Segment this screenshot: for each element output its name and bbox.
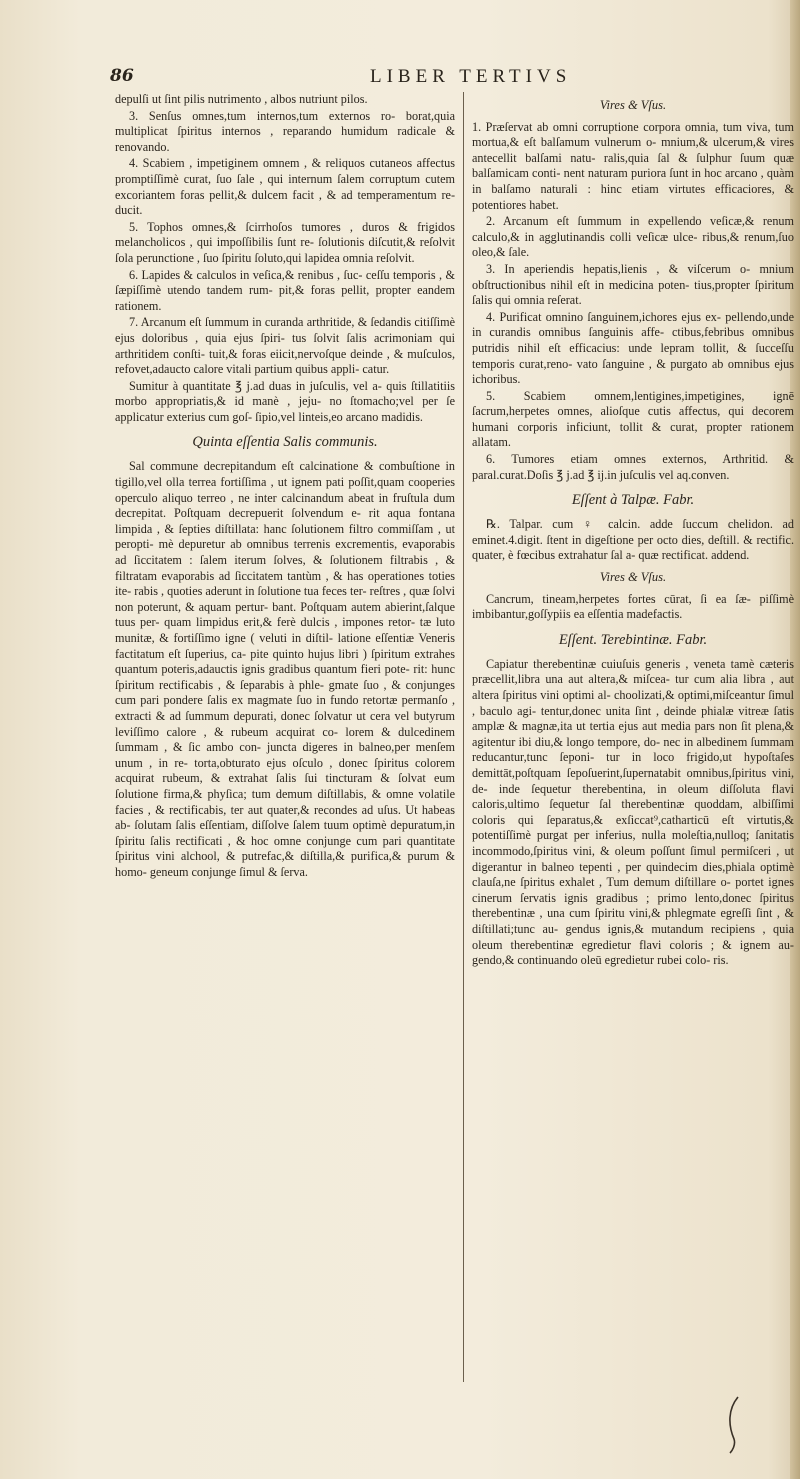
section-heading: Vires & Vſus. xyxy=(599,570,667,585)
running-head: LIBER TERTIVS xyxy=(370,66,572,87)
paragraph: depulſi ut ſint pilis nutrimento , albos nutriunt pilos. xyxy=(115,92,368,106)
paragraph: Capiatur therebentinæ cuiuſuis generis , veneta tamè cæteris præcellit,libra una aut altera,& miſcea- tur cum alia libra , aut altera ſpiritus vini optimi al- choolizati,& optimi,miſceantur ſimul , baculo agi- tentur,donec unita ſint , deinde phialæ vitreæ ſatis amplæ & magnæ,ita ut tertia ejus aut media pars non ſit plena,& agitentur ibi diu,& longo tempore, do- nec in albedinem ſummam reducantur,tunc ſeponi- tur in loco frigido,ut hypoſtaſes demittāt,poſtquam ſepoſuerint,ſupernatabit omnibus,ſpiritus vini, de- inde ſequetur therebentina, in oleum diſſoluta flavi caloris,ultimo ſequetur ſal therebentinæ quoddam, albiſſimi coloris qui ſeparatus,& exſiccat⁹,catharticū eſt virtutis,& potentiſſimè purgat per inferius, nulla moleſtia,nulloq; ſanitatis incommodo,ſpiritus vini, & oleum poſſunt ſimul permiſceri , ut digerantur in balneo tepenti , per quindecim dies,phiala optimè clauſa,ne ſpiritus exhalet , Tum demum diſtillare o- portet ignes cinerum ſervatis ignis gradibus ; primo lento,donec ſpiritus therebentinæ , una cum ſpiritu vini,& phlegmate egreſſi ſint , & diſtillati;tunc au- gendus ignis,& mutandum recipiens , quia oleum therebentinæ egredietur flavi coloris ; & ignem au- gendo,& continuando oleū egredietur rubei colo- ris. xyxy=(472,656,794,968)
paragraph: Sumitur à quantitate ℥ j.ad duas in juſculis, vel a- quis ſtillatitiis morbo appropriatis,& id manè , jeju- no ſtomacho;vel per ſe applicatur exterius cum goſ- ſipio,vel linteis,eo arcano madidis. xyxy=(115,378,455,424)
paragraph: 3. Senſus omnes,tum internos,tum externos ro- borat,quia multiplicat ſpiritus internos , reparando humidum radicale & renovando. xyxy=(115,108,455,154)
paragraph: 7. Arcanum eſt ſummum in curanda arthritide, & ſedandis citiſſimè ejus doloribus , quia ejus ſpiri- tus ſolvit ſalis acrimoniam qui arthritidem conſti- tuit,& foras eiicit,nervoſque deinde , & muſculos, refovet,adaucto calore vitali partium quibus appli- catur. xyxy=(115,315,455,377)
paragraph: 3. In aperiendis hepatis,lienis , & viſcerum o- mnium obſtructionibus nihil eſt in medicina poten- tius,propter ſpiritum ſalis qui omnia reſerat. xyxy=(472,261,794,308)
section-heading: Eſſent à Talpæ. Fabr. xyxy=(571,492,695,509)
right-column xyxy=(463,92,794,1382)
paragraph: ℞. Talpar. cum ♀ calcin. adde ſuccum chelidon. ad eminet.4.digit. ſtent in digeſtione per octo dies, deſtill. & rectific. quater, è fœcibus extrahatur ſal a- quæ rectificat. addend. xyxy=(472,517,794,563)
paragraph: Cancrum, tineam,herpetes fortes cūrat, ſi ea ſæ- piſſimè imbibantur,goſſypiis ea eſſentia madefactis. xyxy=(472,591,794,622)
section-heading: Quinta eſſentia Salis communis. xyxy=(192,434,378,451)
paragraph: 4. Purificat omnino ſanguinem,ichores ejus ex- pellendo,unde in curandis omnibus ſanguinis affe- ctibus,febribus omnibus putridis nihil eſt efficacius: unde lepram tollit, & ſucceſſu temporis curat,reno- vato ſanguine , & purgato ab omnibus ejus ichoribus. xyxy=(472,309,794,387)
paragraph: 4. Scabiem , impetiginem omnem , & reliquos cutaneos affectus promptiſſimè curat, ſuo ſale , qui internum ſalem corruptum cutem excoriantem foras pellit,& dulcem facit , & ad temperamentum re- ducit. xyxy=(115,156,455,218)
paragraph: 1. Præſervat ab omni corruptione corpora omnia, tum viva, tum mortua,& eſt balſamum vulnerum o- mnium,& ulcerum,& vires antecellit balſami natu- ralis,quia ſal & ſulphur ſuum quæ balſamicam conti- nent naturam puriora ſunt in hoc arcano , quàm in balſamo naturali : hinc etiam virtutes efficaciores, & potentiores habet. xyxy=(472,119,794,212)
page-header xyxy=(110,66,770,90)
paragraph: 5. Scabiem omnem,lentigines,impetigines, ignē ſacrum,herpetes omnes, alioſque cutis affectus, qui decorem humani corporis inficiunt, tollit & curat, propter rationem allatam. xyxy=(472,388,794,450)
paragraph: 6. Tumores etiam omnes externos, Arthritid. & paral.curat.Doſis ℥ j.ad ℥ ij.in juſculis vel aq.conven. xyxy=(472,452,794,482)
paragraph: 5. Tophos omnes,& ſcirrhoſos tumores , duros & frigidos melancholicos , qui impoſſibilis ſunt re- ſolutionis diſcutit,& reſolvit ſola perunctione , ſuo ſpiritu ſoluto,qui lapidea omnia reſolvit. xyxy=(115,219,455,265)
section-heading: Eſſent. Terebintinæ. Fabr. xyxy=(558,631,708,648)
section-heading: Vires & Vſus. xyxy=(599,98,667,112)
margin-mark-icon xyxy=(724,1395,744,1455)
page-number: 86 xyxy=(110,66,134,86)
paragraph: Sal commune decrepitandum eſt calcinatione & combuſtione in tigillo,vel olla terrea fortiſſima , ut ignem pati poſſit,quam cooperies operculo aliquo terreo , ne inter calcinandum abeat in fruſtula dum decrepitat. Poſtquam decrepuerit ſolvendum e- rit aqua fontana limpida , & ſepties diſtillata: hanc ſolutionem filtro commiſſam , ut peropti- mè depuretur ab omnibus terrenis excrementis, evaporabis ad ſiccitatem : ſalem iterum ſolves, & ſolutionem filtrabis , & filtratam evaporabis ad ſiccitatem tantùm , & has operationes toties ite- rabis , quoties aderunt in ſolutione tua feces ter- reſtres , quæ ſolvi non poterunt, & aquam pertur- bant. Poſtquam autem abierint,ſalque tuus per- quam limpidus erit,& ferè dulcis , impones retor- tæ luto munitæ, & fortiſſimo igne ( veluti in diſtil- latione eſſentiæ Veneris factitatum eſt ſuperius, ca- pite quinto hujus libri ) ſpiritum extrahes quantum poteris,adauctis ignis gradibus quantum fieri pote- rit: hunc ſpiritum rectificabis , & ſeparabis à phle- gmate ſuo , & conjunges cum pari pondere ſalis ex magmate ſuo in fundo retortæ permanſo , extracti & ad ſummum depurati, donec ſolvatur ut cera vel butyrum leviſſimo calore , & rubeum acquirat co- lorem & dulcedinem ſummam , & ſic ambo con- juncta digeres in balneo,per menſem unum , in re- torta,obturato ejus oſculo , donec ſpiritus colorem acquirat rubeum, & extrahat ſalis ſui tincturam & ſolvat eum ſolutione firma,& phyſica; tum demum diſtillabis, & omne volatile facies , & rectificabis, ter aut quater,& recondes ad uſus. Ut habeas ab- ſolutam ſalis eſſentiam, diſſolve ſalem tuum optimè depuratum,in ſpiritu ſalis rectificati , & hoc omne conjunge cum pari quantitate ſpiritus vini alchool, & putrefac,& diſtilla,& purifica,& purum & homo- geneum conjunge ſimul & ſerva. xyxy=(115,459,455,879)
left-column xyxy=(115,92,455,882)
paragraph: 6. Lapides & calculos in veſica,& renibus , ſuc- ceſſu temporis , & ſæpiſſimè utendo tandem rum- pit,& foras pellit, propter eandem rationem. xyxy=(115,267,455,313)
paragraph: 2. Arcanum eſt ſummum in expellendo veſicæ,& renum calculo,& in agglutinandis colli veſicæ ulce- ribus,& renum,ſuo oleo,& ſale. xyxy=(472,214,794,260)
